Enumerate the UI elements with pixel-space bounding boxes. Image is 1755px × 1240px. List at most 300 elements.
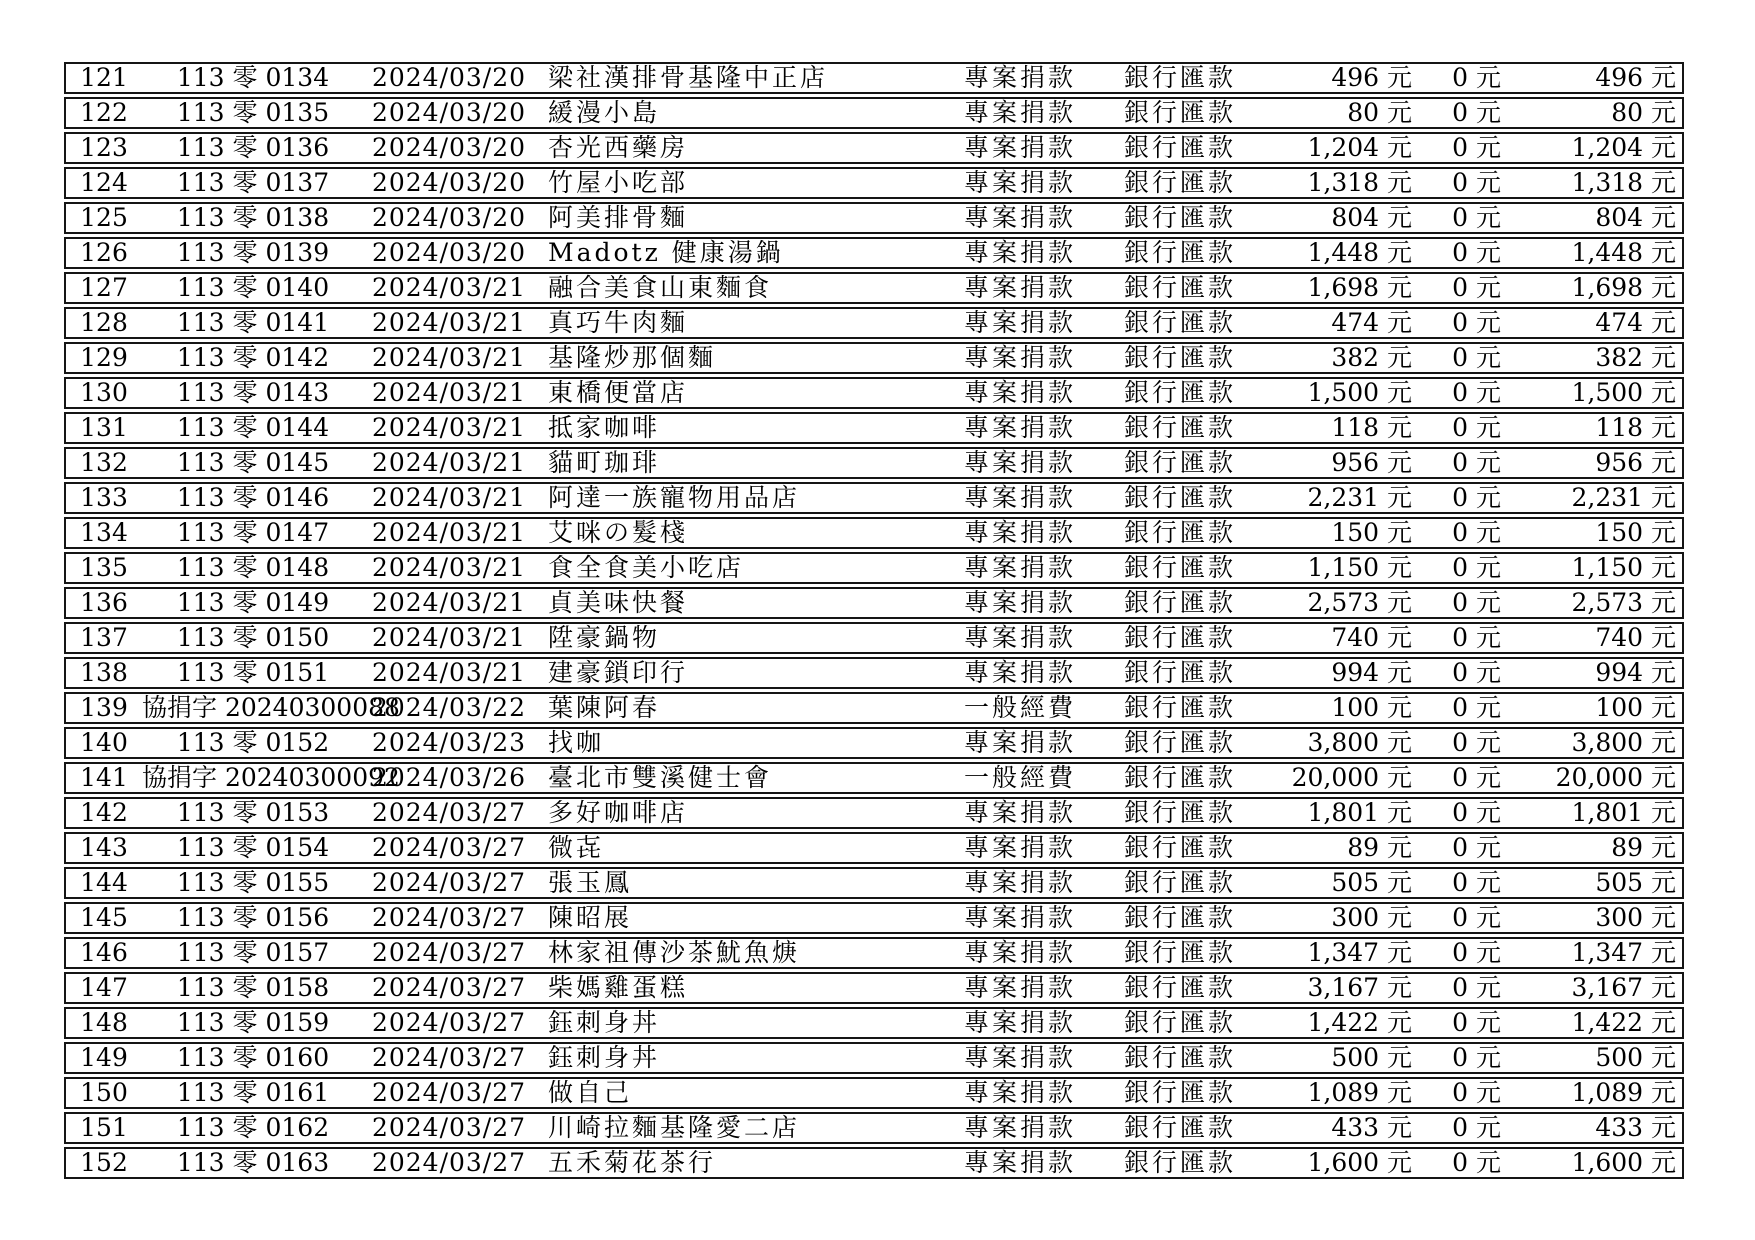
receipt-number-cell: 113 零 0135: [142, 97, 364, 129]
receipt-number-cell: 協捐字 20240300088: [142, 693, 400, 722]
payment-method-cell: 銀行匯款: [1094, 972, 1266, 1004]
donor-name-cell: Madotz 健康湯鍋: [534, 237, 946, 269]
net-amount-cell: 496 元: [1511, 62, 1684, 94]
date-cell: 2024/03/26: [364, 762, 534, 794]
date-cell: 2024/03/27: [364, 1007, 534, 1039]
net-amount-cell: 382 元: [1511, 342, 1684, 374]
donation-amount-cell: 433 元: [1266, 1112, 1416, 1144]
donation-amount-cell: 150 元: [1266, 517, 1416, 549]
table-row: [64, 482, 1684, 514]
date-cell: 2024/03/21: [364, 342, 534, 374]
deducted-amount-cell: 0 元: [1416, 1077, 1511, 1109]
row-number-cell: 136: [64, 587, 142, 619]
deducted-amount-cell: 0 元: [1416, 587, 1511, 619]
row-number-cell: 123: [64, 132, 142, 164]
table-row: [64, 552, 1684, 584]
table-row: [64, 1007, 1684, 1039]
table-row: [64, 622, 1684, 654]
receipt-number-cell: 113 零 0155: [142, 867, 364, 899]
table-row: [64, 412, 1684, 444]
donor-name-cell: 鈺刺身丼: [534, 1042, 946, 1074]
payment-method-cell: 銀行匯款: [1094, 727, 1266, 759]
payment-method-cell: 銀行匯款: [1094, 237, 1266, 269]
date-cell: 2024/03/21: [364, 272, 534, 304]
net-amount-cell: 2,231 元: [1511, 482, 1684, 514]
payment-method-cell: 銀行匯款: [1094, 412, 1266, 444]
net-amount-cell: 20,000 元: [1511, 762, 1684, 794]
donation-type-cell: 專案捐款: [946, 867, 1094, 899]
donation-amount-cell: 1,150 元: [1266, 552, 1416, 584]
donor-name-cell: 鈺刺身丼: [534, 1007, 946, 1039]
donor-name-cell: 找咖: [534, 727, 946, 759]
donor-name-cell: 葉陳阿春: [534, 692, 946, 724]
donor-name-cell: 竹屋小吃部: [534, 167, 946, 199]
donor-name-cell: 五禾菊花茶行: [534, 1147, 946, 1179]
deducted-amount-cell: 0 元: [1416, 202, 1511, 234]
payment-method-cell: 銀行匯款: [1094, 342, 1266, 374]
receipt-number-cell: 113 零 0141: [142, 307, 364, 339]
receipt-number-cell: 113 零 0142: [142, 342, 364, 374]
receipt-number-cell: 113 零 0146: [142, 482, 364, 514]
net-amount-cell: 300 元: [1511, 902, 1684, 934]
deducted-amount-cell: 0 元: [1416, 1147, 1511, 1179]
donation-amount-cell: 804 元: [1266, 202, 1416, 234]
donation-type-cell: 專案捐款: [946, 727, 1094, 759]
net-amount-cell: 804 元: [1511, 202, 1684, 234]
deducted-amount-cell: 0 元: [1416, 902, 1511, 934]
payment-method-cell: 銀行匯款: [1094, 902, 1266, 934]
date-cell: 2024/03/21: [364, 657, 534, 689]
net-amount-cell: 1,698 元: [1511, 272, 1684, 304]
donation-amount-cell: 500 元: [1266, 1042, 1416, 1074]
table-row: [64, 517, 1684, 549]
payment-method-cell: 銀行匯款: [1094, 587, 1266, 619]
table-row: [64, 62, 1684, 94]
deducted-amount-cell: 0 元: [1416, 657, 1511, 689]
date-cell: 2024/03/21: [364, 552, 534, 584]
donation-type-cell: 專案捐款: [946, 482, 1094, 514]
row-number-cell: 133: [64, 482, 142, 514]
payment-method-cell: 銀行匯款: [1094, 1112, 1266, 1144]
date-cell: 2024/03/27: [364, 1077, 534, 1109]
donation-type-cell: 專案捐款: [946, 1007, 1094, 1039]
table-row: [64, 1147, 1684, 1179]
date-cell: 2024/03/27: [364, 972, 534, 1004]
donor-name-cell: 多好咖啡店: [534, 797, 946, 829]
net-amount-cell: 100 元: [1511, 692, 1684, 724]
donor-name-cell: 東橋便當店: [534, 377, 946, 409]
payment-method-cell: 銀行匯款: [1094, 1147, 1266, 1179]
donor-name-cell: 融合美食山東麵食: [534, 272, 946, 304]
table-row: [64, 1042, 1684, 1074]
donor-name-cell: 林家祖傳沙茶魷魚焿: [534, 937, 946, 969]
donation-amount-cell: 382 元: [1266, 342, 1416, 374]
receipt-number-cell: 113 零 0134: [142, 62, 364, 94]
donation-ledger: [64, 59, 1684, 1182]
deducted-amount-cell: 0 元: [1416, 482, 1511, 514]
receipt-number-cell: 113 零 0162: [142, 1112, 364, 1144]
table-row: [64, 1077, 1684, 1109]
date-cell: 2024/03/21: [364, 622, 534, 654]
net-amount-cell: 3,167 元: [1511, 972, 1684, 1004]
donation-type-cell: 專案捐款: [946, 517, 1094, 549]
table-row: [64, 447, 1684, 479]
donor-name-cell: 做自己: [534, 1077, 946, 1109]
table-row: [64, 657, 1684, 689]
donation-amount-cell: 2,573 元: [1266, 587, 1416, 619]
receipt-number-cell: 113 零 0140: [142, 272, 364, 304]
row-number-cell: 151: [64, 1112, 142, 1144]
row-number-cell: 144: [64, 867, 142, 899]
donor-name-cell: 緩漫小島: [534, 97, 946, 129]
receipt-number-cell: 113 零 0153: [142, 797, 364, 829]
date-cell: 2024/03/20: [364, 202, 534, 234]
net-amount-cell: 1,204 元: [1511, 132, 1684, 164]
net-amount-cell: 1,801 元: [1511, 797, 1684, 829]
receipt-number-cell: 113 零 0139: [142, 237, 364, 269]
net-amount-cell: 505 元: [1511, 867, 1684, 899]
deducted-amount-cell: 0 元: [1416, 1042, 1511, 1074]
donation-amount-cell: 1,318 元: [1266, 167, 1416, 199]
table-row: [64, 167, 1684, 199]
deducted-amount-cell: 0 元: [1416, 832, 1511, 864]
row-number-cell: 134: [64, 517, 142, 549]
donation-amount-cell: 1,600 元: [1266, 1147, 1416, 1179]
receipt-number-cell: 113 零 0152: [142, 727, 364, 759]
donation-amount-cell: 100 元: [1266, 692, 1416, 724]
donor-name-cell: 川崎拉麵基隆愛二店: [534, 1112, 946, 1144]
donation-amount-cell: 1,448 元: [1266, 237, 1416, 269]
deducted-amount-cell: 0 元: [1416, 552, 1511, 584]
receipt-number-cell: 113 零 0160: [142, 1042, 364, 1074]
net-amount-cell: 474 元: [1511, 307, 1684, 339]
date-cell: 2024/03/27: [364, 867, 534, 899]
deducted-amount-cell: 0 元: [1416, 62, 1511, 94]
deducted-amount-cell: 0 元: [1416, 727, 1511, 759]
net-amount-cell: 994 元: [1511, 657, 1684, 689]
donation-amount-cell: 740 元: [1266, 622, 1416, 654]
donation-type-cell: 專案捐款: [946, 552, 1094, 584]
deducted-amount-cell: 0 元: [1416, 342, 1511, 374]
row-number-cell: 128: [64, 307, 142, 339]
row-number-cell: 149: [64, 1042, 142, 1074]
deducted-amount-cell: 0 元: [1416, 692, 1511, 724]
donation-amount-cell: 3,800 元: [1266, 727, 1416, 759]
donation-amount-cell: 118 元: [1266, 412, 1416, 444]
row-number-cell: 126: [64, 237, 142, 269]
deducted-amount-cell: 0 元: [1416, 237, 1511, 269]
donation-type-cell: 專案捐款: [946, 797, 1094, 829]
table-row: [64, 762, 1684, 794]
payment-method-cell: 銀行匯款: [1094, 622, 1266, 654]
table-row: [64, 972, 1684, 1004]
donor-name-cell: 建豪鎖印行: [534, 657, 946, 689]
deducted-amount-cell: 0 元: [1416, 937, 1511, 969]
donor-name-cell: 杏光西藥房: [534, 132, 946, 164]
receipt-number-cell: 113 零 0161: [142, 1077, 364, 1109]
net-amount-cell: 500 元: [1511, 1042, 1684, 1074]
donation-amount-cell: 2,231 元: [1266, 482, 1416, 514]
deducted-amount-cell: 0 元: [1416, 797, 1511, 829]
net-amount-cell: 433 元: [1511, 1112, 1684, 1144]
date-cell: 2024/03/21: [364, 447, 534, 479]
donation-table-body: [64, 62, 1684, 1179]
table-row: [64, 692, 1684, 724]
donation-amount-cell: 956 元: [1266, 447, 1416, 479]
donation-type-cell: 專案捐款: [946, 1077, 1094, 1109]
donation-amount-cell: 3,167 元: [1266, 972, 1416, 1004]
payment-method-cell: 銀行匯款: [1094, 272, 1266, 304]
table-row: [64, 97, 1684, 129]
donation-type-cell: 專案捐款: [946, 447, 1094, 479]
deducted-amount-cell: 0 元: [1416, 1007, 1511, 1039]
payment-method-cell: 銀行匯款: [1094, 692, 1266, 724]
net-amount-cell: 740 元: [1511, 622, 1684, 654]
payment-method-cell: 銀行匯款: [1094, 657, 1266, 689]
row-number-cell: 140: [64, 727, 142, 759]
net-amount-cell: 118 元: [1511, 412, 1684, 444]
deducted-amount-cell: 0 元: [1416, 972, 1511, 1004]
payment-method-cell: 銀行匯款: [1094, 97, 1266, 129]
payment-method-cell: 銀行匯款: [1094, 307, 1266, 339]
receipt-number-cell: 113 零 0149: [142, 587, 364, 619]
donor-name-cell: 張玉鳳: [534, 867, 946, 899]
date-cell: 2024/03/20: [364, 167, 534, 199]
net-amount-cell: 1,318 元: [1511, 167, 1684, 199]
row-number-cell: 121: [64, 62, 142, 94]
net-amount-cell: 80 元: [1511, 97, 1684, 129]
donation-type-cell: 專案捐款: [946, 832, 1094, 864]
receipt-number-cell: 113 零 0144: [142, 412, 364, 444]
deducted-amount-cell: 0 元: [1416, 97, 1511, 129]
row-number-cell: 129: [64, 342, 142, 374]
payment-method-cell: 銀行匯款: [1094, 482, 1266, 514]
net-amount-cell: 1,448 元: [1511, 237, 1684, 269]
donation-amount-cell: 80 元: [1266, 97, 1416, 129]
donor-name-cell: 艾咪の髮棧: [534, 517, 946, 549]
receipt-number-cell: 113 零 0138: [142, 202, 364, 234]
date-cell: 2024/03/20: [364, 237, 534, 269]
donor-name-cell: 陳昭展: [534, 902, 946, 934]
receipt-number-cell: 113 零 0137: [142, 167, 364, 199]
row-number-cell: 150: [64, 1077, 142, 1109]
donation-type-cell: 專案捐款: [946, 342, 1094, 374]
net-amount-cell: 1,422 元: [1511, 1007, 1684, 1039]
row-number-cell: 145: [64, 902, 142, 934]
table-row: [64, 832, 1684, 864]
row-number-cell: 131: [64, 412, 142, 444]
payment-method-cell: 銀行匯款: [1094, 132, 1266, 164]
date-cell: 2024/03/20: [364, 62, 534, 94]
deducted-amount-cell: 0 元: [1416, 377, 1511, 409]
donation-type-cell: 一般經費: [946, 692, 1094, 724]
donor-name-cell: 貓町珈琲: [534, 447, 946, 479]
donor-name-cell: 真巧牛肉麵: [534, 307, 946, 339]
receipt-number-cell: 113 零 0147: [142, 517, 364, 549]
donation-amount-cell: 1,089 元: [1266, 1077, 1416, 1109]
donation-type-cell: 專案捐款: [946, 237, 1094, 269]
donor-name-cell: 貞美味快餐: [534, 587, 946, 619]
receipt-number-cell: 113 零 0158: [142, 972, 364, 1004]
donation-type-cell: 專案捐款: [946, 657, 1094, 689]
donation-amount-cell: 1,204 元: [1266, 132, 1416, 164]
receipt-number-cell: 113 零 0163: [142, 1147, 364, 1179]
date-cell: 2024/03/20: [364, 97, 534, 129]
donation-type-cell: 專案捐款: [946, 377, 1094, 409]
receipt-number-cell: 113 零 0136: [142, 132, 364, 164]
row-number-cell: 138: [64, 657, 142, 689]
row-number-cell: 130: [64, 377, 142, 409]
table-row: [64, 727, 1684, 759]
net-amount-cell: 150 元: [1511, 517, 1684, 549]
date-cell: 2024/03/27: [364, 937, 534, 969]
date-cell: 2024/03/21: [364, 412, 534, 444]
payment-method-cell: 銀行匯款: [1094, 447, 1266, 479]
row-number-cell: 148: [64, 1007, 142, 1039]
donation-amount-cell: 496 元: [1266, 62, 1416, 94]
donation-amount-cell: 474 元: [1266, 307, 1416, 339]
deducted-amount-cell: 0 元: [1416, 447, 1511, 479]
net-amount-cell: 1,347 元: [1511, 937, 1684, 969]
donation-amount-cell: 1,500 元: [1266, 377, 1416, 409]
row-number-cell: 152: [64, 1147, 142, 1179]
donation-type-cell: 專案捐款: [946, 1042, 1094, 1074]
row-number-cell: 132: [64, 447, 142, 479]
donation-amount-cell: 505 元: [1266, 867, 1416, 899]
row-number-cell: 122: [64, 97, 142, 129]
row-number-cell: 139: [64, 692, 142, 724]
row-number-cell: 143: [64, 832, 142, 864]
net-amount-cell: 3,800 元: [1511, 727, 1684, 759]
receipt-number-cell: 113 零 0156: [142, 902, 364, 934]
deducted-amount-cell: 0 元: [1416, 307, 1511, 339]
date-cell: 2024/03/21: [364, 587, 534, 619]
receipt-number-cell: 113 零 0154: [142, 832, 364, 864]
payment-method-cell: 銀行匯款: [1094, 62, 1266, 94]
row-number-cell: 146: [64, 937, 142, 969]
table-row: [64, 587, 1684, 619]
date-cell: 2024/03/21: [364, 482, 534, 514]
payment-method-cell: 銀行匯款: [1094, 517, 1266, 549]
table-row: [64, 1112, 1684, 1144]
row-number-cell: 127: [64, 272, 142, 304]
row-number-cell: 125: [64, 202, 142, 234]
table-row: [64, 902, 1684, 934]
date-cell: 2024/03/27: [364, 1042, 534, 1074]
donation-type-cell: 一般經費: [946, 762, 1094, 794]
date-cell: 2024/03/22: [364, 692, 534, 724]
donation-amount-cell: 20,000 元: [1266, 762, 1416, 794]
donor-name-cell: 臺北市雙溪健士會: [534, 762, 946, 794]
date-cell: 2024/03/23: [364, 727, 534, 759]
deducted-amount-cell: 0 元: [1416, 1112, 1511, 1144]
date-cell: 2024/03/27: [364, 902, 534, 934]
row-number-cell: 135: [64, 552, 142, 584]
donation-type-cell: 專案捐款: [946, 937, 1094, 969]
donor-name-cell: 阿美排骨麵: [534, 202, 946, 234]
donation-type-cell: 專案捐款: [946, 902, 1094, 934]
payment-method-cell: 銀行匯款: [1094, 202, 1266, 234]
table-row: [64, 377, 1684, 409]
payment-method-cell: 銀行匯款: [1094, 867, 1266, 899]
donor-name-cell: 梁社漢排骨基隆中正店: [534, 62, 946, 94]
receipt-number-cell: 113 零 0148: [142, 552, 364, 584]
donation-amount-cell: 1,801 元: [1266, 797, 1416, 829]
net-amount-cell: 89 元: [1511, 832, 1684, 864]
deducted-amount-cell: 0 元: [1416, 762, 1511, 794]
row-number-cell: 147: [64, 972, 142, 1004]
donation-amount-cell: 1,347 元: [1266, 937, 1416, 969]
table-row: [64, 132, 1684, 164]
table-row: [64, 867, 1684, 899]
table-row: [64, 307, 1684, 339]
deducted-amount-cell: 0 元: [1416, 132, 1511, 164]
date-cell: 2024/03/20: [364, 132, 534, 164]
donation-amount-cell: 89 元: [1266, 832, 1416, 864]
donation-amount-cell: 994 元: [1266, 657, 1416, 689]
table-row: [64, 342, 1684, 374]
net-amount-cell: 1,150 元: [1511, 552, 1684, 584]
donor-name-cell: 柴媽雞蛋糕: [534, 972, 946, 1004]
receipt-number-cell: 113 零 0145: [142, 447, 364, 479]
donor-name-cell: 陞豪鍋物: [534, 622, 946, 654]
table-row: [64, 272, 1684, 304]
donor-name-cell: 微㐂: [534, 832, 946, 864]
date-cell: 2024/03/27: [364, 797, 534, 829]
deducted-amount-cell: 0 元: [1416, 272, 1511, 304]
donor-name-cell: 食全食美小吃店: [534, 552, 946, 584]
donation-type-cell: 專案捐款: [946, 412, 1094, 444]
receipt-number-cell: 113 零 0159: [142, 1007, 364, 1039]
date-cell: 2024/03/21: [364, 377, 534, 409]
net-amount-cell: 1,500 元: [1511, 377, 1684, 409]
donation-type-cell: 專案捐款: [946, 97, 1094, 129]
receipt-number-cell: 113 零 0151: [142, 657, 364, 689]
deducted-amount-cell: 0 元: [1416, 412, 1511, 444]
payment-method-cell: 銀行匯款: [1094, 937, 1266, 969]
date-cell: 2024/03/27: [364, 832, 534, 864]
payment-method-cell: 銀行匯款: [1094, 832, 1266, 864]
receipt-number-cell: 協捐字 20240300092: [142, 763, 400, 792]
donation-type-cell: 專案捐款: [946, 1112, 1094, 1144]
payment-method-cell: 銀行匯款: [1094, 762, 1266, 794]
donation-type-cell: 專案捐款: [946, 167, 1094, 199]
donation-type-cell: 專案捐款: [946, 1147, 1094, 1179]
deducted-amount-cell: 0 元: [1416, 517, 1511, 549]
net-amount-cell: 1,089 元: [1511, 1077, 1684, 1109]
payment-method-cell: 銀行匯款: [1094, 377, 1266, 409]
payment-method-cell: 銀行匯款: [1094, 552, 1266, 584]
donation-type-cell: 專案捐款: [946, 307, 1094, 339]
row-number-cell: 141: [64, 762, 142, 794]
row-number-cell: 137: [64, 622, 142, 654]
table-row: [64, 937, 1684, 969]
donation-type-cell: 專案捐款: [946, 622, 1094, 654]
receipt-number-cell: 113 零 0143: [142, 377, 364, 409]
payment-method-cell: 銀行匯款: [1094, 1042, 1266, 1074]
date-cell: 2024/03/21: [364, 307, 534, 339]
date-cell: 2024/03/27: [364, 1112, 534, 1144]
donor-name-cell: 抵家咖啡: [534, 412, 946, 444]
receipt-number-cell: 113 零 0157: [142, 937, 364, 969]
deducted-amount-cell: 0 元: [1416, 867, 1511, 899]
row-number-cell: 142: [64, 797, 142, 829]
table-row: [64, 237, 1684, 269]
donation-type-cell: 專案捐款: [946, 202, 1094, 234]
date-cell: 2024/03/21: [364, 517, 534, 549]
donation-type-cell: 專案捐款: [946, 132, 1094, 164]
row-number-cell: 124: [64, 167, 142, 199]
